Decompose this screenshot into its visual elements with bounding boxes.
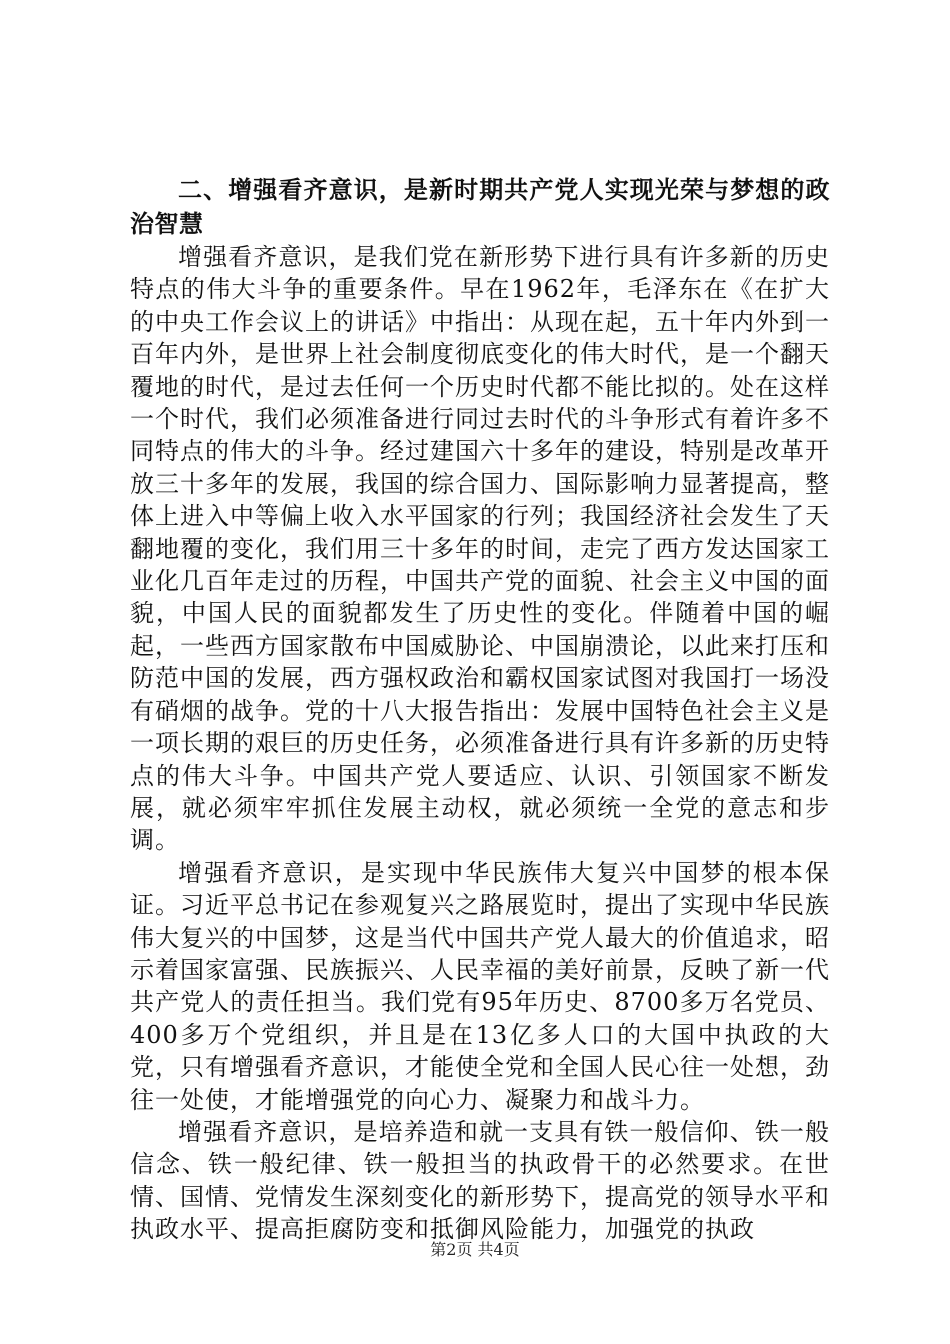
page-footer: 第2页 共4页 (430, 1240, 520, 1259)
body-paragraph: 增强看齐意识，是实现中华民族伟大复兴中国梦的根本保证。习近平总书记在参观复兴之路展览时，提出了实现中华民族伟大复兴的中国梦，这是当代中国共产党人最大的价值追求，昭示着国家富强、民族振兴、人民幸福的美好前景，反映了新一代共产党人的责任担当。我们党有95年历史、8700多万名党员、400多万个党组织，并且是在13亿多人口的大国中执政的大党，只有增强看齐意识，才能使全党和全国人民心往一处想，劲往一处使，才能增强党的向心力、凝聚力和战斗力。 (130, 858, 830, 1114)
body-paragraph: 增强看齐意识，是培养造和就一支具有铁一般信仰、铁一般信念、铁一般纪律、铁一般担当的执政骨干的必然要求。在世情、国情、党情发生深刻变化的新形势下，提高党的领导水平和执政水平、提高拒腐防变和抵御风险能力，加强党的执政 (130, 1117, 830, 1244)
document-body (130, 173, 830, 1246)
section-heading: 二、增强看齐意识，是新时期共产党人实现光荣与梦想的政治智慧 (130, 176, 830, 238)
body-paragraph: 增强看齐意识，是我们党在新形势下进行具有许多新的历史特点的伟大斗争的重要条件。早在1962年，毛泽东在《在扩大的中央工作会议上的讲话》中指出：从现在起，五十年内外到一百年内外，是世界上社会制度彻底变化的伟大时代，是一个翻天覆地的时代，是过去任何一个历史时代都不能比拟的。处在这样一个时代，我们必须准备进行同过去时代的斗争形式有着许多不同特点的伟大的斗争。经过建国六十多年的建设，特别是改革开放三十多年的发展，我国的综合国力、国际影响力显著提高，整体上进入中等偏上收入水平国家的行列；我国经济社会发生了天翻地覆的变化，我们用三十多年的时间，走完了西方发达国家工业化几百年走过的历程，中国共产党的面貌、社会主义中国的面貌，中国人民的面貌都发生了历史性的变化。伴随着中国的崛起，一些西方国家散布中国威胁论、中国崩溃论，以此来打压和防范中国的发展，西方强权政治和霸权国家试图对我国打一场没有硝烟的战争。党的十八大报告指出：发展中国特色社会主义是一项长期的艰巨的历史任务，必须准备进行具有许多新的历史特点的伟大斗争。中国共产党人要适应、认识、引领国家不断发展，就必须牢牢抓住发展主动权，就必须统一全党的意志和步调。 (130, 243, 830, 855)
